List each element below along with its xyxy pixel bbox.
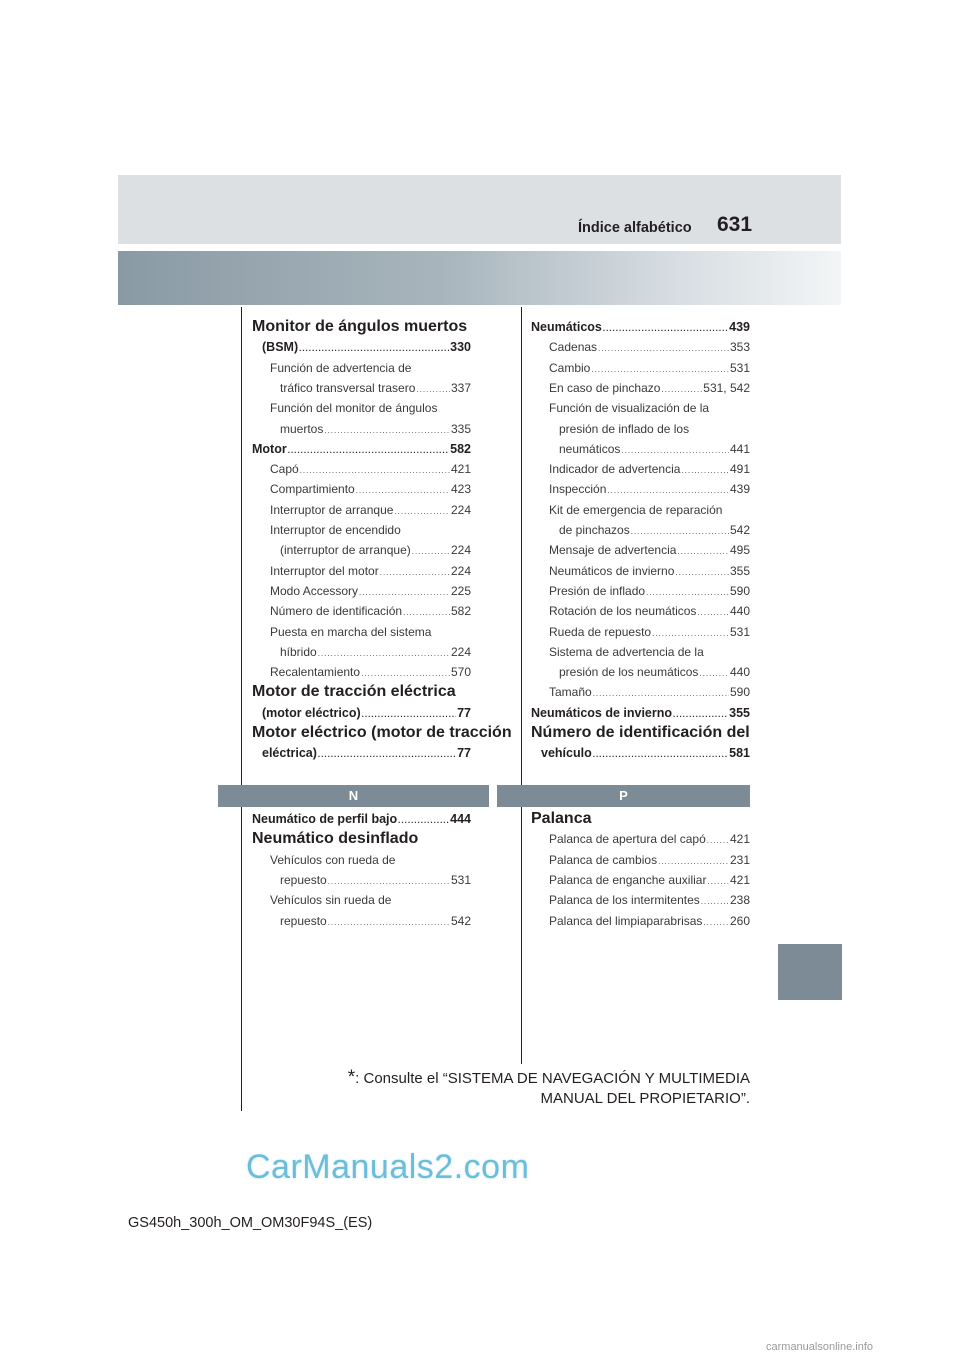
index-entry-page: 353 — [729, 340, 750, 355]
index-entry-page: 441 — [729, 441, 750, 456]
index-entry-text: Motor eléctrico (motor de tracción — [252, 724, 512, 741]
index-entry — [270, 663, 471, 681]
index-entry — [541, 744, 750, 762]
index-entry-text: presión de los neumáticos — [559, 665, 699, 680]
index-entry-text: Capó — [270, 462, 299, 477]
index-entry-page: 421 — [729, 832, 750, 847]
letter-header-n: N — [218, 785, 489, 807]
section-title: Índice alfabético — [578, 220, 692, 236]
index-entry-text: Recalentamiento — [270, 665, 361, 680]
index-entry — [270, 582, 471, 600]
index-entry — [549, 643, 704, 661]
index-entry-text: eléctrica) — [262, 746, 317, 761]
index-entry — [270, 480, 471, 498]
index-entry — [280, 420, 471, 438]
index-entry — [252, 830, 418, 848]
index-entry-text: Mensaje de advertencia — [549, 543, 677, 558]
index-entry — [252, 318, 467, 336]
footnote-line-2: MANUAL DEL PROPIETARIO”. — [540, 1090, 750, 1107]
dot-leader — [328, 875, 450, 889]
dot-leader — [707, 875, 729, 889]
index-entry — [549, 851, 750, 869]
dot-leader — [593, 687, 729, 701]
index-entry — [549, 582, 750, 600]
index-entry-page: 421 — [729, 872, 750, 887]
dot-leader — [398, 814, 449, 828]
dot-leader — [416, 383, 450, 397]
index-entry-page: 355 — [729, 563, 750, 578]
dot-leader — [412, 545, 450, 559]
dot-leader — [403, 606, 450, 620]
index-entry — [270, 623, 431, 641]
index-entry-text: (BSM) — [262, 340, 299, 355]
index-entry-page: 421 — [450, 462, 471, 477]
index-entry-text: Sistema de advertencia de la — [549, 644, 704, 659]
dot-leader — [646, 586, 729, 600]
index-entry-text: Cadenas — [549, 340, 598, 355]
index-entry-text: (motor eléctrico) — [262, 705, 361, 720]
dot-leader — [631, 525, 729, 539]
index-entry — [549, 480, 750, 498]
index-entry — [549, 602, 750, 620]
index-entry-text: Función de visualización de la — [549, 401, 710, 416]
index-entry-text: híbrido — [280, 644, 317, 659]
page-number: 631 — [717, 213, 753, 236]
index-entry — [270, 602, 471, 620]
dot-leader — [621, 444, 729, 458]
index-entry-page: 582 — [450, 441, 471, 456]
dot-leader — [703, 916, 729, 930]
dot-leader — [359, 586, 450, 600]
index-entry — [549, 379, 750, 397]
index-entry-page: 444 — [450, 812, 471, 826]
index-entry-page: 582 — [450, 604, 471, 619]
index-entry — [549, 562, 750, 580]
index-entry-page: 491 — [729, 462, 750, 477]
index-entry — [252, 724, 512, 742]
index-entry-text: Función del monitor de ángulos — [270, 401, 438, 416]
dot-leader — [699, 667, 729, 681]
index-entry-page: 570 — [450, 665, 471, 680]
index-entry-page: 590 — [729, 583, 750, 598]
index-entry-page: 224 — [450, 563, 471, 578]
dot-leader — [607, 484, 729, 498]
index-entry-text: Cambio — [549, 360, 591, 375]
index-entry — [280, 643, 471, 661]
index-entry — [559, 420, 689, 438]
index-entry — [549, 830, 750, 848]
index-entry — [549, 912, 750, 930]
index-entry-text: Palanca de cambios — [549, 852, 658, 867]
dot-leader — [394, 505, 450, 519]
index-entry-text: Palanca de apertura del capó — [549, 832, 706, 847]
dot-leader — [697, 606, 729, 620]
index-entry — [280, 379, 471, 397]
index-entry-text: Vehículos con rueda de — [270, 852, 396, 867]
index-entry-page: 335 — [450, 421, 471, 436]
index-entry-text: Interruptor de encendido — [270, 523, 401, 537]
index-entry-page: 440 — [729, 604, 750, 619]
dot-leader — [603, 322, 728, 336]
index-entry — [559, 663, 750, 681]
index-entry-text: Neumáticos de invierno — [531, 705, 673, 720]
index-entry — [252, 810, 471, 828]
index-entry-text: Interruptor de arranque — [270, 502, 394, 517]
index-entry-text: Motor — [252, 441, 287, 456]
index-entry-page: 531 — [729, 360, 750, 375]
index-entry-page: 225 — [450, 583, 471, 598]
index-entry-page: 542 — [729, 523, 750, 537]
index-entry — [270, 891, 391, 909]
index-entry-text: Monitor de ángulos muertos — [252, 318, 468, 335]
index-entry — [270, 399, 437, 417]
index-entry-text: (interruptor de arranque) — [280, 543, 411, 558]
index-entry-text: Kit de emergencia de reparación — [549, 502, 723, 517]
index-entry-text: Indicador de advertencia — [549, 462, 681, 477]
index-entry-page: 590 — [729, 685, 750, 700]
index-entry — [531, 704, 750, 722]
index-entry-page: 77 — [457, 746, 471, 761]
index-entry-text: Compartimiento — [270, 482, 355, 497]
index-entry-text: repuesto — [280, 872, 327, 887]
footnote-line-1: : Consulte el “SISTEMA DE NAVEGACIÓN Y MULTIMEDIA — [355, 1070, 750, 1087]
index-entry — [270, 851, 395, 869]
index-entry — [559, 440, 750, 458]
index-entry-text: Tamaño — [549, 685, 592, 700]
dot-leader — [681, 464, 729, 478]
index-entry-text: En caso de pinchazo — [549, 380, 661, 395]
index-entry-text: Vehículos sin rueda de — [270, 893, 392, 908]
footnote — [330, 1068, 750, 1109]
index-entry-page: 439 — [729, 482, 750, 497]
dot-leader — [658, 855, 729, 869]
index-entry-text: Neumáticos — [531, 320, 602, 334]
index-entry-text: Rotación de los neumáticos — [549, 604, 697, 619]
dot-leader — [324, 424, 450, 438]
footer-url: carmanualsonline.info — [766, 1341, 874, 1353]
dot-leader — [598, 342, 729, 356]
document-code: GS450h_300h_OM_OM30F94S_(ES) — [128, 1215, 373, 1231]
dot-leader — [318, 647, 450, 661]
index-entry — [262, 744, 471, 762]
index-entry-text: Puesta en marcha del sistema — [270, 624, 432, 639]
dot-leader — [675, 566, 729, 580]
index-entry-page: 423 — [450, 482, 471, 497]
index-entry-page: 581 — [729, 746, 750, 761]
index-entry — [280, 541, 471, 559]
index-entry-text: Número de identificación — [270, 604, 403, 619]
dot-leader — [673, 708, 728, 722]
index-entry — [270, 562, 471, 580]
index-entry-text: vehículo — [541, 746, 592, 761]
index-entry — [270, 521, 401, 539]
index-entry — [549, 871, 750, 889]
index-entry-page: 77 — [457, 705, 471, 720]
index-entry-text: Neumático de perfil bajo — [252, 812, 398, 826]
index-entry-page: 330 — [450, 340, 471, 355]
column-divider-line — [521, 307, 522, 1064]
index-entry-text: Palanca — [531, 810, 592, 827]
index-entry — [280, 912, 471, 930]
index-entry-page: 531 — [729, 624, 750, 639]
index-entry-text: Palanca de los intermitentes — [549, 893, 700, 908]
index-entry — [549, 623, 750, 641]
index-entry — [270, 460, 471, 478]
index-entry — [549, 541, 750, 559]
index-entry-text: de pinchazos — [559, 523, 630, 537]
index-entry-page: 542 — [450, 913, 471, 928]
index-entry-page: 337 — [450, 380, 471, 395]
index-entry — [252, 683, 456, 701]
dot-leader — [299, 342, 449, 356]
dot-leader — [701, 895, 729, 909]
index-entry-text: Número de identificación del — [531, 724, 750, 741]
index-entry-text: Modo Accessory — [270, 583, 359, 598]
index-entry — [549, 399, 709, 417]
index-entry-page: 495 — [729, 543, 750, 558]
index-entry — [549, 359, 750, 377]
index-entry-text: muertos — [280, 421, 324, 436]
index-entry — [262, 338, 471, 356]
dot-leader — [661, 383, 702, 397]
dot-leader — [380, 566, 450, 580]
index-entry-text: Interruptor del motor — [270, 563, 379, 578]
footnote-star: * — [347, 1067, 356, 1088]
dot-leader — [593, 748, 728, 762]
index-entry-text: Motor de tracción eléctrica — [252, 683, 456, 701]
index-entry — [262, 704, 471, 722]
index-entry — [549, 460, 750, 478]
index-entry — [270, 359, 411, 377]
index-entry-page: 260 — [729, 913, 750, 928]
index-entry-text: repuesto — [280, 913, 327, 928]
index-entry-text: Neumáticos de invierno — [549, 563, 675, 578]
index-entry — [549, 683, 750, 701]
index-entry-text: Función de advertencia de — [270, 360, 412, 375]
side-tab — [778, 944, 842, 1000]
index-entry-text: tráfico transversal trasero — [280, 380, 416, 395]
index-entry-text: Rueda de repuesto — [549, 624, 652, 639]
dot-leader — [707, 834, 729, 848]
index-entry-text: Inspección — [549, 482, 607, 497]
index-entry-page: 531 — [450, 872, 471, 887]
dot-leader — [288, 444, 449, 458]
index-entry — [549, 891, 750, 909]
dot-leader — [362, 708, 456, 722]
index-entry-page: 238 — [729, 893, 750, 908]
watermark-logo: CarManuals2.com — [246, 1148, 530, 1186]
dot-leader — [318, 748, 456, 762]
index-entry-text: Neumático desinflado — [252, 830, 419, 848]
index-entry — [252, 440, 471, 458]
index-entry — [531, 318, 750, 336]
dot-leader — [652, 627, 729, 641]
left-margin-line — [241, 307, 242, 1111]
index-entry-text: neumáticos — [559, 441, 621, 456]
index-entry — [270, 501, 471, 519]
dot-leader — [356, 484, 450, 498]
gradient-band — [118, 251, 841, 305]
index-entry-page: 440 — [729, 665, 750, 680]
index-entry-page: 531, 542 — [703, 380, 750, 395]
index-entry — [531, 810, 591, 828]
dot-leader — [591, 363, 729, 377]
index-entry-page: 355 — [729, 705, 750, 720]
dot-leader — [677, 545, 729, 559]
index-entry — [549, 501, 722, 519]
index-entry-page: 224 — [450, 543, 471, 558]
dot-leader — [361, 667, 450, 681]
index-entry-text: Palanca de enganche auxiliar — [549, 872, 707, 887]
index-entry-text: Presión de inflado — [549, 583, 646, 598]
index-entry-page: 224 — [450, 502, 471, 517]
index-entry — [559, 521, 750, 539]
dot-leader — [300, 464, 450, 478]
index-entry-text: Palanca del limpiaparabrisas — [549, 913, 703, 928]
letter-header-p: P — [497, 785, 750, 807]
dot-leader — [328, 916, 450, 930]
index-entry-page: 224 — [450, 644, 471, 659]
index-entry-page: 231 — [729, 852, 750, 867]
index-entry — [549, 338, 750, 356]
index-entry — [280, 871, 471, 889]
index-entry — [531, 724, 750, 742]
index-entry-page: 439 — [729, 320, 750, 334]
index-entry-text: presión de inflado de los — [559, 421, 690, 436]
